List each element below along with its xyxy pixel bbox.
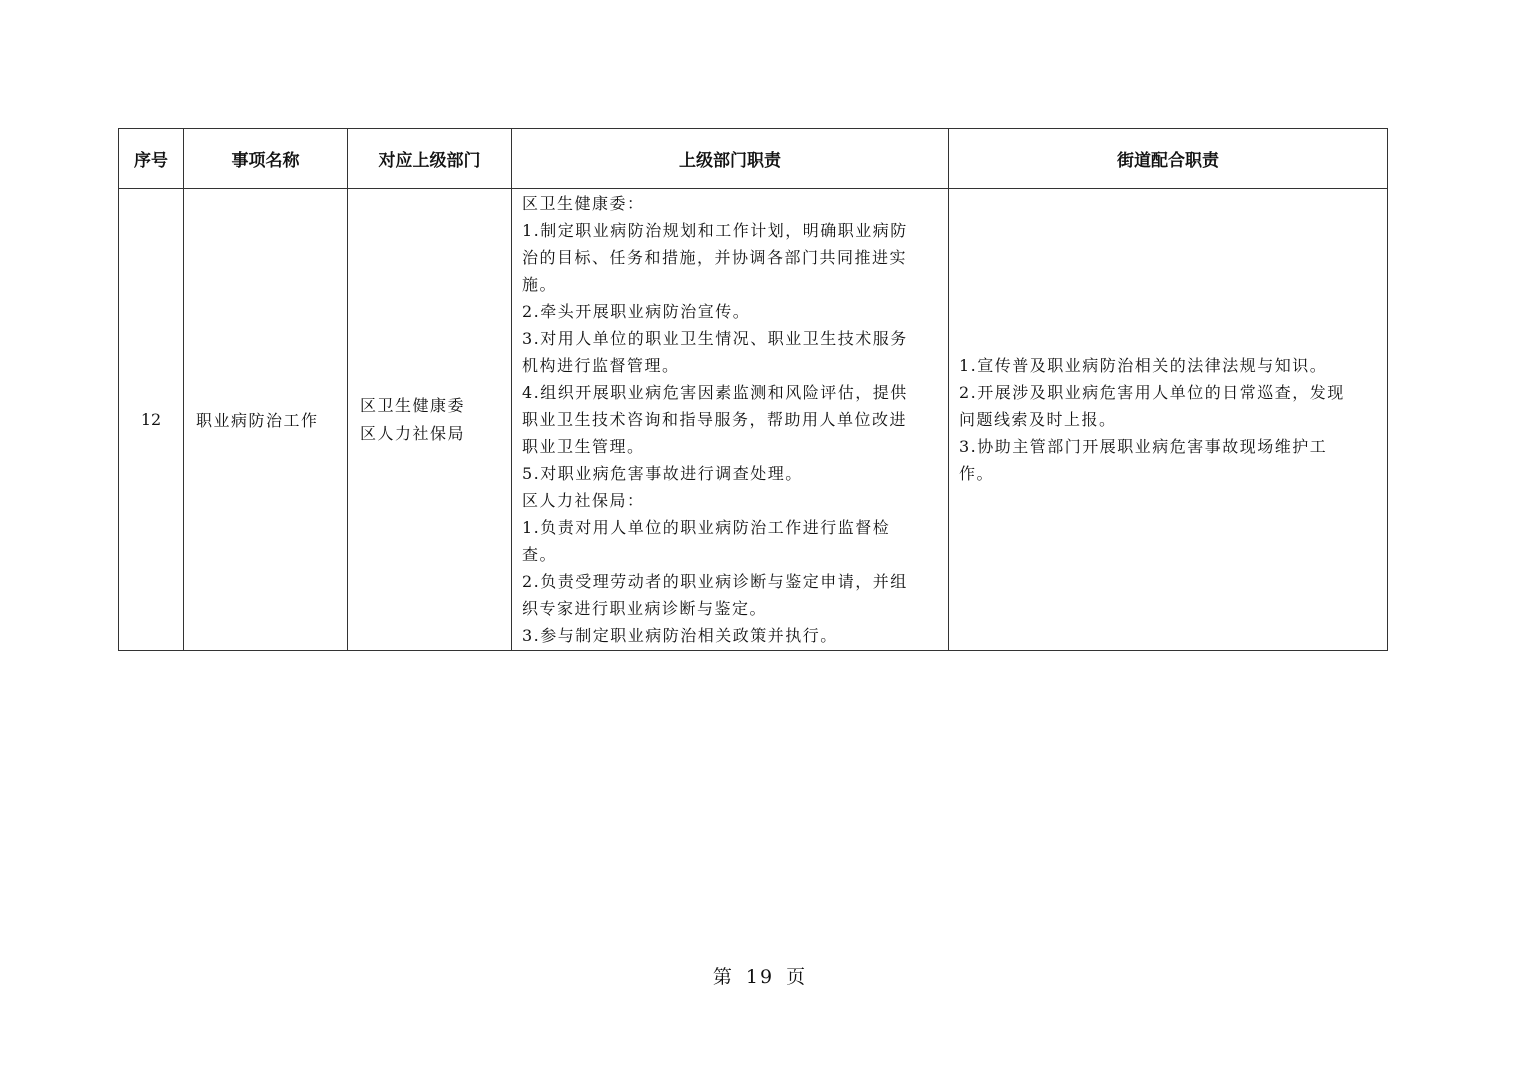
superior-duty-line: 3.参与制定职业病防治相关政策并执行。 (522, 626, 838, 645)
superior-duty-line: 职业卫生技术咨询和指导服务，帮助用人单位改进 (522, 410, 908, 429)
table-row (119, 189, 1388, 651)
superior-duty-line: 1.负责对用人单位的职业病防治工作进行监督检 (522, 518, 891, 537)
street-duty-line: 1.宣传普及职业病防治相关的法律法规与知识。 (959, 356, 1328, 375)
header-item-name: 事项名称 (184, 129, 348, 189)
street-duty-line: 3.协助主管部门开展职业病危害事故现场维护工 (959, 437, 1328, 456)
dept-line: 区人力社保局 (360, 423, 466, 443)
cell-superior-dept (348, 189, 512, 651)
item-name-text: 职业病防治工作 (196, 411, 319, 430)
street-duty-line: 问题线索及时上报。 (959, 410, 1117, 429)
superior-duty-line: 4.组织开展职业病危害因素监测和风险评估，提供 (522, 383, 908, 402)
superior-duty-line: 查。 (522, 545, 558, 564)
cell-no: 12 (119, 189, 184, 651)
superior-duty-line: 1.制定职业病防治规划和工作计划，明确职业病防 (522, 221, 908, 240)
cell-superior-duties (512, 189, 949, 651)
responsibility-table (118, 128, 1388, 651)
superior-duty-line: 治的目标、任务和措施，并协调各部门共同推进实 (522, 248, 908, 267)
superior-duty-line: 职业卫生管理。 (522, 437, 645, 456)
superior-duty-line: 3.对用人单位的职业卫生情况、职业卫生技术服务 (522, 329, 908, 348)
header-no: 序号 (119, 129, 184, 189)
cell-item-name (184, 189, 348, 651)
cell-street-duties (949, 189, 1388, 651)
page-number: 第 19 页 (712, 966, 808, 988)
superior-duty-line: 织专家进行职业病诊断与鉴定。 (522, 599, 768, 618)
dept-line: 区卫生健康委 (360, 395, 466, 415)
superior-duty-line: 机构进行监督管理。 (522, 356, 680, 375)
superior-duty-line: 2.牵头开展职业病防治宣传。 (522, 302, 751, 321)
header-superior-dept: 对应上级部门 (348, 129, 512, 189)
header-street-duties: 街道配合职责 (949, 129, 1388, 189)
street-duty-line: 作。 (959, 464, 995, 483)
superior-duty-line: 2.负责受理劳动者的职业病诊断与鉴定申请，并组 (522, 572, 908, 591)
superior-duty-line: 区人力社保局： (522, 491, 645, 510)
table-header-row (119, 129, 1388, 189)
superior-duty-line: 5.对职业病危害事故进行调查处理。 (522, 464, 803, 483)
street-duty-line: 2.开展涉及职业病危害用人单位的日常巡查，发现 (959, 383, 1345, 402)
superior-duty-line: 施。 (522, 275, 558, 294)
superior-duty-line: 区卫生健康委： (522, 194, 645, 213)
header-superior-duties: 上级部门职责 (512, 129, 949, 189)
